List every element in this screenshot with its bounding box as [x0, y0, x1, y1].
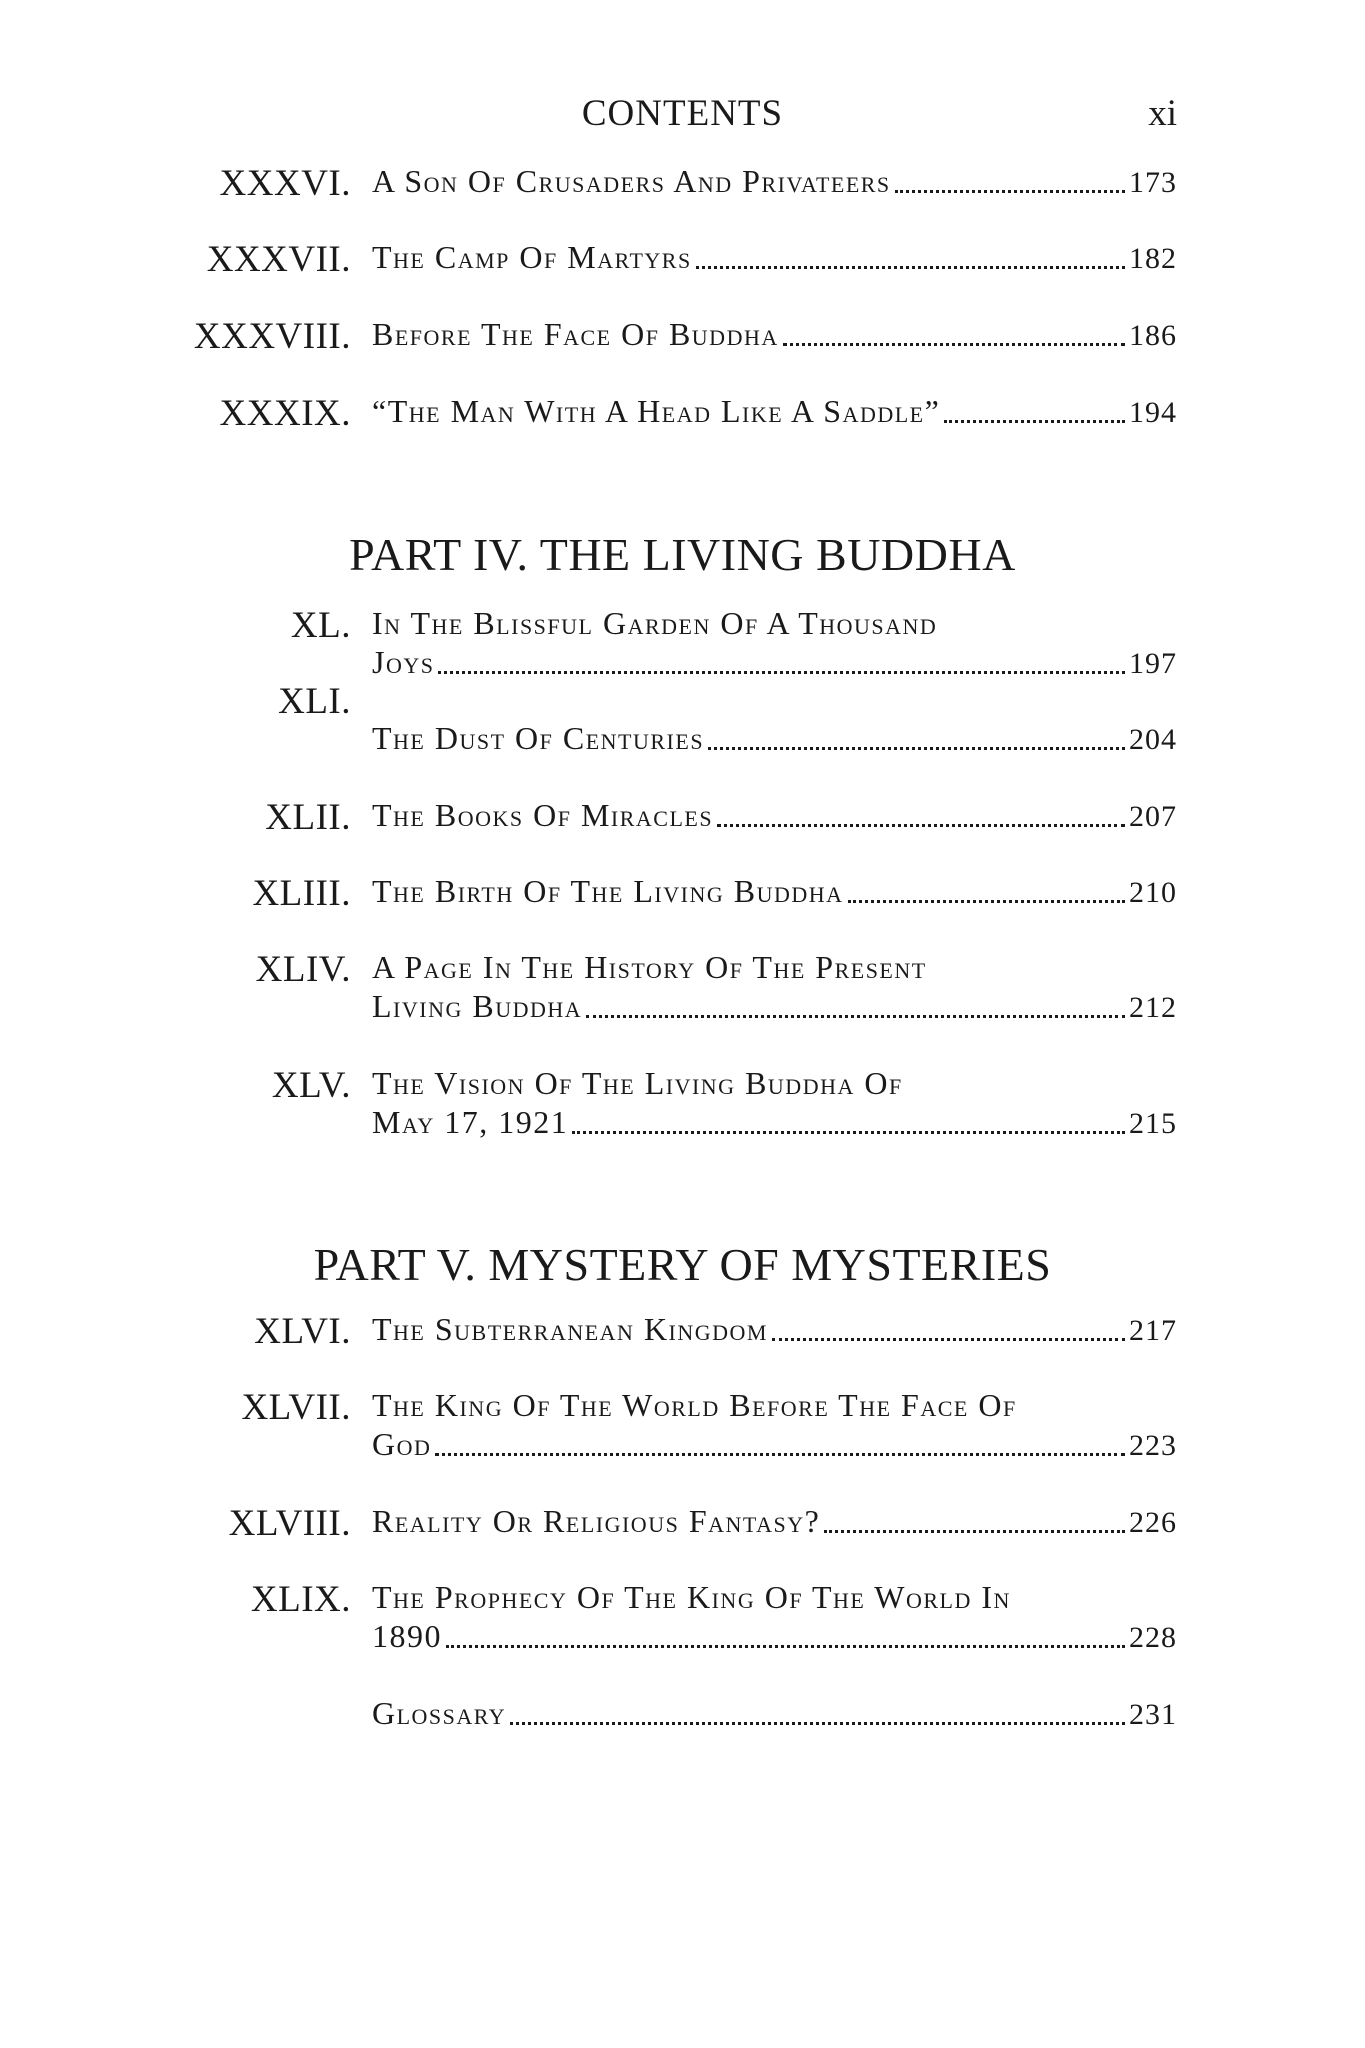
chapter-title-line: Joys: [372, 644, 435, 680]
chapter-numeral: XXXVIII.: [193, 316, 351, 357]
chapter-title-line: A Page In The History Of The Present: [372, 949, 927, 985]
header-page-number: xi: [1148, 93, 1177, 134]
chapter-title: The Subterranean Kingdom: [372, 1311, 768, 1347]
chapter-title-line: The King Of The World Before The Face Of: [372, 1387, 1017, 1423]
chapter-title-line: 1890: [372, 1618, 442, 1654]
page-number: 226: [1129, 1506, 1177, 1539]
dot-leader: [572, 1131, 1125, 1134]
dot-leader: [895, 190, 1125, 193]
chapter-title-block: [372, 315, 1177, 354]
chapter-numeral: XXXIX.: [219, 393, 351, 434]
chapter-title-block: [372, 392, 1177, 431]
toc-entry[interactable]: [0, 1386, 1365, 1476]
dot-leader: [772, 1338, 1125, 1341]
chapter-numeral: XLV.: [271, 1065, 351, 1106]
page-number: 204: [1129, 723, 1177, 756]
chapter-title-block: [372, 1310, 1177, 1349]
page-number: 194: [1129, 396, 1177, 429]
chapter-title: The Books Of Miracles: [372, 797, 714, 833]
dot-leader: [435, 1453, 1125, 1456]
page-number: 217: [1129, 1314, 1177, 1347]
page-number: 186: [1129, 319, 1177, 352]
chapter-numeral: XL.: [290, 605, 351, 646]
chapter-numeral: XXXVI.: [219, 163, 351, 204]
dot-leader: [824, 1530, 1125, 1533]
toc-entry[interactable]: [0, 948, 1365, 1038]
chapter-title-block: [372, 162, 1177, 201]
dot-leader: [586, 1015, 1125, 1018]
dot-leader: [717, 824, 1125, 827]
dot-leader: [446, 1645, 1125, 1648]
chapter-title: Before The Face Of Buddha: [372, 316, 779, 352]
toc-entry[interactable]: [0, 680, 1365, 770]
chapter-title-block: [372, 872, 1177, 911]
page-number: 207: [1129, 800, 1177, 833]
chapter-title-line: Living Buddha: [372, 988, 583, 1024]
chapter-title-block: [372, 948, 1177, 1026]
header-title: CONTENTS: [581, 93, 784, 134]
chapter-title-block: [372, 1502, 1177, 1541]
chapter-title: Glossary: [372, 1695, 507, 1731]
page-number: 173: [1129, 166, 1177, 199]
chapter-numeral: XXXVII.: [206, 239, 351, 280]
part-heading: PART V. MYSTERY OF MYSTERIES: [313, 1239, 1052, 1290]
chapter-numeral: XLI.: [278, 681, 351, 722]
dot-leader: [510, 1722, 1125, 1725]
part-heading: PART IV. THE LIVING BUDDHA: [349, 529, 1016, 580]
chapter-title: Reality Or Religious Fantasy?: [372, 1503, 821, 1539]
chapter-title: The Camp Of Martyrs: [372, 239, 692, 275]
chapter-title-block: [372, 604, 1177, 682]
toc-entry[interactable]: [0, 1064, 1365, 1154]
chapter-title-line: The Prophecy Of The King Of The World In: [372, 1579, 1011, 1615]
chapter-title: A Son Of Crusaders And Privateers: [372, 163, 891, 199]
chapter-numeral: XLVI.: [254, 1311, 351, 1352]
chapter-title-line: In The Blissful Garden Of A Thousand: [372, 605, 938, 641]
chapter-title-block: [372, 1064, 1177, 1142]
chapter-title-block: [372, 1578, 1177, 1656]
chapter-title-block: [372, 796, 1177, 835]
dot-leader: [708, 747, 1125, 750]
chapter-title: The Birth Of The Living Buddha: [372, 873, 844, 909]
chapter-numeral: XLIV.: [255, 949, 351, 990]
chapter-title: The Dust Of Centuries: [372, 720, 705, 756]
page-number: 197: [1129, 647, 1177, 680]
chapter-title-line: God: [372, 1426, 432, 1462]
dot-leader: [848, 900, 1125, 903]
chapter-title-block: [372, 1386, 1177, 1464]
page-number: 182: [1129, 242, 1177, 275]
chapter-numeral: XLII.: [265, 797, 351, 838]
chapter-numeral: XLIII.: [252, 873, 351, 914]
chapter-title: “The Man With A Head Like A Saddle”: [372, 393, 941, 429]
page-number: 223: [1129, 1429, 1177, 1462]
chapter-numeral: XLIX.: [250, 1579, 351, 1620]
toc-entry[interactable]: [0, 392, 1365, 482]
chapter-numeral: XLVIII.: [228, 1503, 351, 1544]
dot-leader: [696, 266, 1125, 269]
chapter-title-block: [372, 719, 1177, 758]
toc-entry[interactable]: [0, 1694, 1365, 1784]
dot-leader: [944, 420, 1125, 423]
page-number: 210: [1129, 876, 1177, 909]
page-number: 231: [1129, 1698, 1177, 1731]
page-number: 215: [1129, 1107, 1177, 1140]
dot-leader: [438, 671, 1125, 674]
chapter-title-line: The Vision Of The Living Buddha Of: [372, 1065, 903, 1101]
toc-entry[interactable]: [0, 1578, 1365, 1668]
chapter-title-block: [372, 1694, 1177, 1733]
chapter-title-line: May 17, 1921: [372, 1104, 569, 1140]
page-number: 228: [1129, 1621, 1177, 1654]
chapter-numeral: XLVII.: [241, 1387, 351, 1428]
page-number: 212: [1129, 991, 1177, 1024]
chapter-title-block: [372, 238, 1177, 277]
dot-leader: [783, 343, 1125, 346]
